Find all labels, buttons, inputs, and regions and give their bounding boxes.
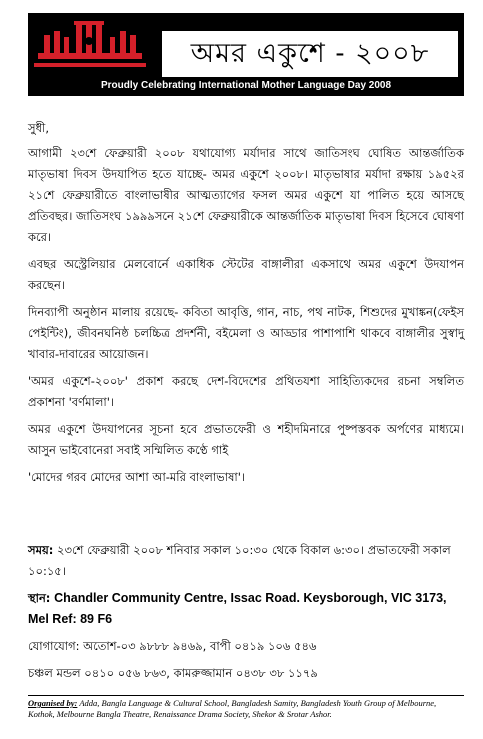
header-banner: [28, 13, 464, 96]
venue-row: [28, 588, 464, 630]
paragraph-program: দিনব্যাপী অনুষ্ঠান মালায় রয়েছে- কবিতা আবৃত্তি, গান, নাচ, পথ নাটক, শিশুদের মুখাঙ্কন(ফেইস পেইন্টিং), জীবনঘনিষ্ঠ চলচ্চিত্র প্রদর্শনী, বইমেলা ও আড্ডার পাশাপাশি থাকবে বাঙ্গালীর সুস্বাদু খাবার-দাবারের আয়োজন।: [28, 305, 464, 361]
letter-body: [28, 118, 464, 494]
footer-divider: [28, 695, 464, 696]
banner-subtitle: Proudly Celebrating International Mother Language Day 2008: [100, 80, 392, 91]
time-value: ২৩শে ফেব্রুয়ারী ২০০৮ শনিবার সকাল ১০:৩০ থেকে বিকাল ৬:৩০। প্রভাতফেরী সকাল ১০:১৫।: [28, 543, 451, 578]
organisers-footer: [28, 698, 464, 720]
paragraph-song: 'মোদের গরব মোদের আশা আ-মরি বাংলাভাষা'।: [28, 470, 246, 484]
shaheed-minar-logo: [30, 17, 150, 75]
paragraph-invitation: অমর একুশে উদযাপনের সূচনা হবে প্রভাতফেরী ও শহীদমিনারে পুষ্পস্তবক অর্পণের মাধ্যমে। আসুন ভাইবোনেরা সবাই সম্মিলিত কণ্ঠে গাই: [28, 422, 464, 457]
venue-label: স্থান:: [28, 591, 51, 605]
contact-row: [28, 636, 464, 657]
contact-label: যোগাযোগ:: [28, 639, 80, 653]
banner-title: অমর একুশে - ২০০৮: [162, 31, 458, 77]
salutation: সুধী,: [28, 121, 49, 135]
paragraph-intro: আগামী ২৩শে ফেব্রুয়ারী ২০০৮ যথাযোগ্য মর্যাদার সাথে জাতিসংঘ ঘোষিত আন্তর্জাতিক মাতৃভাষা দিবস উদযাপিত হতে যাচ্ছে- অমর একুশে ২০০৮। মাতৃভাষার মর্যাদা রক্ষায় ১৯৫২র ২১শে ফেব্রুয়ারীতে বাংলাভাষীর আত্মত্যাগের ফসল অমর একুশে যা পালিত হয়ে আসছে প্রতিবছর। জাতিসংঘ ১৯৯৯সনে ২১শে ফেব্রুয়ারীকে আন্তর্জাতিক মাতৃভাষা দিবস হিসেবে ঘোষণা করে।: [28, 146, 464, 244]
time-row: [28, 540, 464, 582]
organised-by-label: Organised by:: [28, 698, 78, 708]
event-details: [28, 540, 464, 690]
paragraph-melbourne: এবছর অস্ট্রেলিয়ার মেলবোর্নে একাধিক স্টেটের বাঙ্গালীরা একসাথে অমর একুশে উদযাপন করছেন।: [28, 257, 464, 292]
organisers-list: Adda, Bangla Language & Cultural School, Bangladesh Samity, Bangladesh Youth Group of Melbourne, Kothok, Melbourne Bangla Theatre, Renaissance Drama Society, Shekor & Srotar Ashor.: [28, 698, 437, 719]
contact-value: অতোশ-০৩ ৯৮৮৮ ৯৪৬৯, বাপী ০৪১৯ ১০৬ ৫৪৬: [83, 639, 317, 653]
paragraph-publication: 'অমর একুশে-২০০৮' প্রকাশ করছে দেশ-বিদেশের প্রথিতযশা সাহিত্যিকদের রচনা সম্বলিত প্রকাশনা 'বর্ণমালা'।: [28, 374, 464, 409]
time-label: সময়:: [28, 543, 54, 557]
contact-row-2: চঞ্চল মন্ডল ০৪১০ ০৫৬ ৮৬৩, কামরুজ্জামান ০৪৩৮ ৩৮ ১১৭৯: [28, 666, 318, 680]
venue-value: Chandler Community Centre, Issac Road. Keysborough, VIC 3173, Mel Ref: 89 F6: [28, 591, 447, 626]
